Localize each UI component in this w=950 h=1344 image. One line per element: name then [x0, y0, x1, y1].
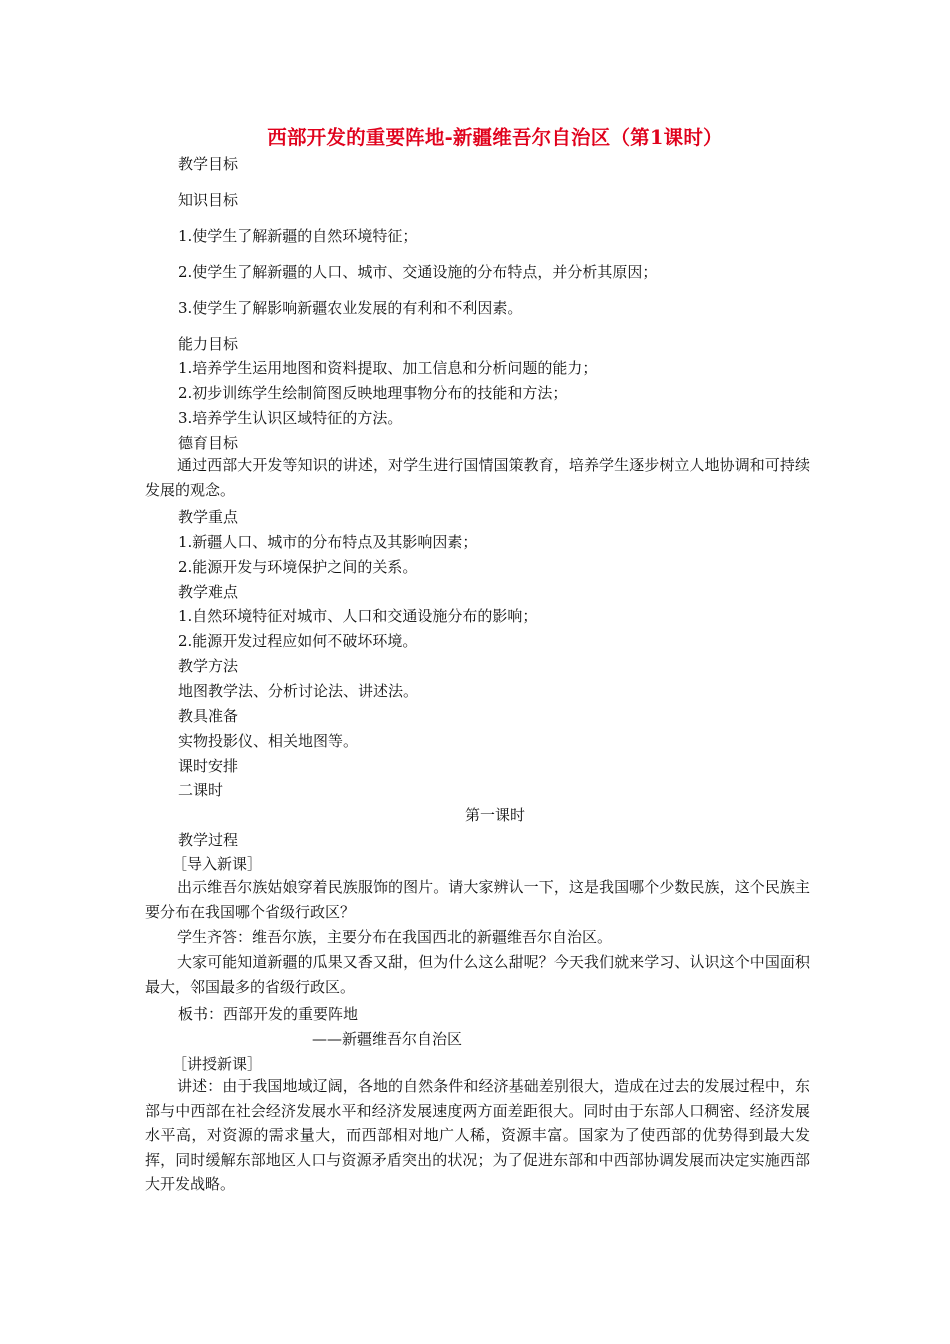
knowledge-goals-heading: 知识目标 [178, 191, 239, 209]
schedule-heading: 课时安排 [178, 757, 239, 775]
moral-goals-heading: 德育目标 [178, 434, 239, 452]
difficulty-item: 2.能源开发过程应如何不破坏环境。 [178, 632, 418, 650]
board-writing-line: 板书：西部开发的重要阵地 [178, 1005, 359, 1023]
lesson-heading: 第一课时 [464, 806, 525, 824]
methods-text: 地图教学法、分析讨论法、讲述法。 [178, 682, 419, 700]
key-point-item: 2.能源开发与环境保护之间的关系。 [178, 558, 418, 576]
difficulty-item: 1.自然环境特征对城市、人口和交通设施分布的影响； [178, 607, 538, 625]
teaching-goals-heading: 教学目标 [178, 155, 239, 173]
methods-heading: 教学方法 [178, 657, 239, 675]
lecture-paragraph: 讲述：由于我国地域辽阔，各地的自然条件和经济基础差别很大，造成在过去的发展过程中，东部与中西部在社会经济发展水平和经济发展速度两方面差距很大。同时由于东部人口稠密、经济发展水平高，对资源的需求量大，而西部相对地广人稀，资源丰富。国家为了使西部的优势得到最大发挥，同时缓解东部地区人口与资源矛盾突出的状况；为了促进东部和中西部协调发展而决定实施西部大开发战略。 [145, 1077, 810, 1194]
intro-paragraph: 大家可能知道新疆的瓜果又香又甜，但为什么这么甜呢？今天我们就来学习、认识这个中国面积最大，邻国最多的省级行政区。 [145, 953, 810, 996]
tools-text: 实物投影仪、相关地图等。 [178, 732, 359, 750]
schedule-text: 二课时 [178, 781, 224, 799]
difficulties-heading: 教学难点 [178, 583, 239, 601]
ability-goal-item: 1.培养学生运用地图和资料提取、加工信息和分析问题的能力； [178, 359, 598, 377]
key-point-item: 1.新疆人口、城市的分布特点及其影响因素； [178, 533, 478, 551]
intro-label: ［导入新课］ [172, 855, 263, 873]
tools-heading: 教具准备 [178, 707, 239, 725]
knowledge-goal-item: 3.使学生了解影响新疆农业发展的有利和不利因素。 [178, 299, 523, 317]
intro-paragraph: 出示维吾尔族姑娘穿着民族服饰的图片。请大家辨认一下，这是我国哪个少数民族，这个民族主要分布在我国哪个省级行政区？ [145, 878, 810, 921]
ability-goal-item: 2.初步训练学生绘制简图反映地理事物分布的技能和方法； [178, 384, 568, 402]
knowledge-goal-item: 1.使学生了解新疆的自然环境特征； [178, 227, 418, 245]
knowledge-goal-item: 2.使学生了解新疆的人口、城市、交通设施的分布特点，并分析其原因； [178, 263, 658, 281]
ability-goal-item: 3.培养学生认识区域特征的方法。 [178, 409, 403, 427]
board-writing-subtitle: ——新疆维吾尔自治区 [312, 1030, 463, 1048]
ability-goals-heading: 能力目标 [178, 335, 239, 353]
process-heading: 教学过程 [178, 831, 239, 849]
moral-goals-text: 通过西部大开发等知识的讲述，对学生进行国情国策教育，培养学生逐步树立人地协调和可持续发展的观念。 [145, 456, 810, 499]
key-points-heading: 教学重点 [178, 508, 239, 526]
document-title: 西部开发的重要阵地-新疆维吾尔自治区（第1课时） [267, 126, 723, 149]
new-lesson-label: ［讲授新课］ [172, 1055, 263, 1073]
student-answer-paragraph: 学生齐答：维吾尔族，主要分布在我国西北的新疆维吾尔自治区。 [177, 928, 613, 946]
